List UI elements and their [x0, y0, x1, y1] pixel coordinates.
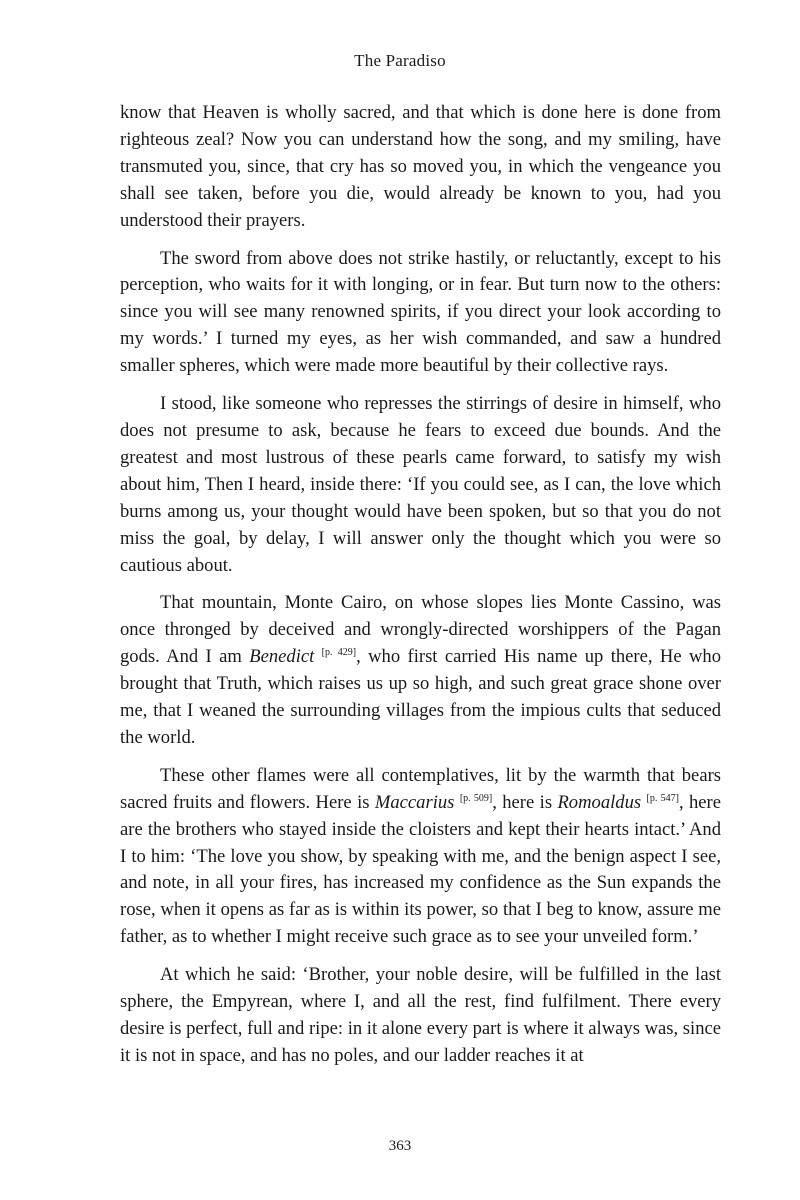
paragraph-6: At which he said: ‘Brother, your noble desire, will be fulfilled in the last sphere, the Empyrean, where I, and all the rest, find fulfilment. There every desire is perfect, full and ripe: in it alone every part is where it always was, since it is not in space, and has no poles, and our ladder reaches it at: [120, 964, 721, 1066]
paragraph-5-text-c: , here are the brothers who stayed inside the cloisters and kept their hearts intact.’ And I to him: ‘The love you show, by speaking with me, and the benign aspect I see, and note, in all your fires, has increased my confidence as the Sun expands the rose, when it opens as far as is within its power, so that I beg to know, assure me father, as to whether I might receive such grace as to see your unveiled form.’: [120, 791, 721, 948]
paragraph-1: know that Heaven is wholly sacred, and that which is done here is done from righteous zeal? Now you can understand how the song, and my smiling, have transmuted you, since, that cry has so moved you, in which the vengeance you shall see taken, before you die, would already be known to you, had you understood their prayers.: [120, 102, 721, 231]
paragraph-4-text-a: That mountain, Monte Cairo, on whose slopes lies Monte Cassino, was once thronged by deceived and wrongly-directed worshippers of the Pagan gods. And I am: [120, 592, 721, 668]
page-reference: [p. 429]: [321, 647, 357, 659]
name-benedict: Benedict: [249, 646, 315, 668]
paragraph-5-text-a: These other flames were all contemplatives, lit by the warmth that bears sacred fruits and flowers. Here is: [120, 764, 721, 813]
running-head: The Paradiso: [354, 51, 446, 70]
body-text: [120, 100, 721, 1081]
paragraph-3: I stood, like someone who represses the stirrings of desire in himself, who does not presume to ask, because he fears to exceed due bounds. And the greatest and most lustrous of these pearls came forward, to satisfy my wish about him, Then I heard, inside there: ‘If you could see, as I can, the love which burns among us, your thought would have been spoken, but so that you do not miss the goal, by delay, I will answer only the thought which you were so cautious about.: [120, 393, 721, 576]
paragraph-5-text-b: , here is: [492, 791, 558, 813]
paragraph-4: [120, 590, 721, 751]
name-romoaldus: Romoaldus: [557, 791, 642, 813]
page-reference: [p. 547]: [646, 792, 679, 804]
paragraph-5: [120, 763, 721, 951]
page-number: 363: [388, 1138, 412, 1154]
paragraph-4-text-b: , who first carried His name up there, He who brought that Truth, which raises us up so high, and such great grace shone over me, that I weaned the surrounding villages from the impious cults that seduced the world.: [120, 646, 721, 748]
name-maccarius: Maccarius: [374, 791, 455, 813]
page-reference: [p. 509]: [459, 792, 493, 804]
paragraph-2: The sword from above does not strike hastily, or reluctantly, except to his perception, who waits for it with longing, or in fear. But turn now to the others: since you will see many renowned spirits, if you direct your look according to my words.’ I turned my eyes, as her wish commanded, and saw a hundred smaller spheres, which were made more beautiful by their collective rays.: [120, 247, 721, 377]
